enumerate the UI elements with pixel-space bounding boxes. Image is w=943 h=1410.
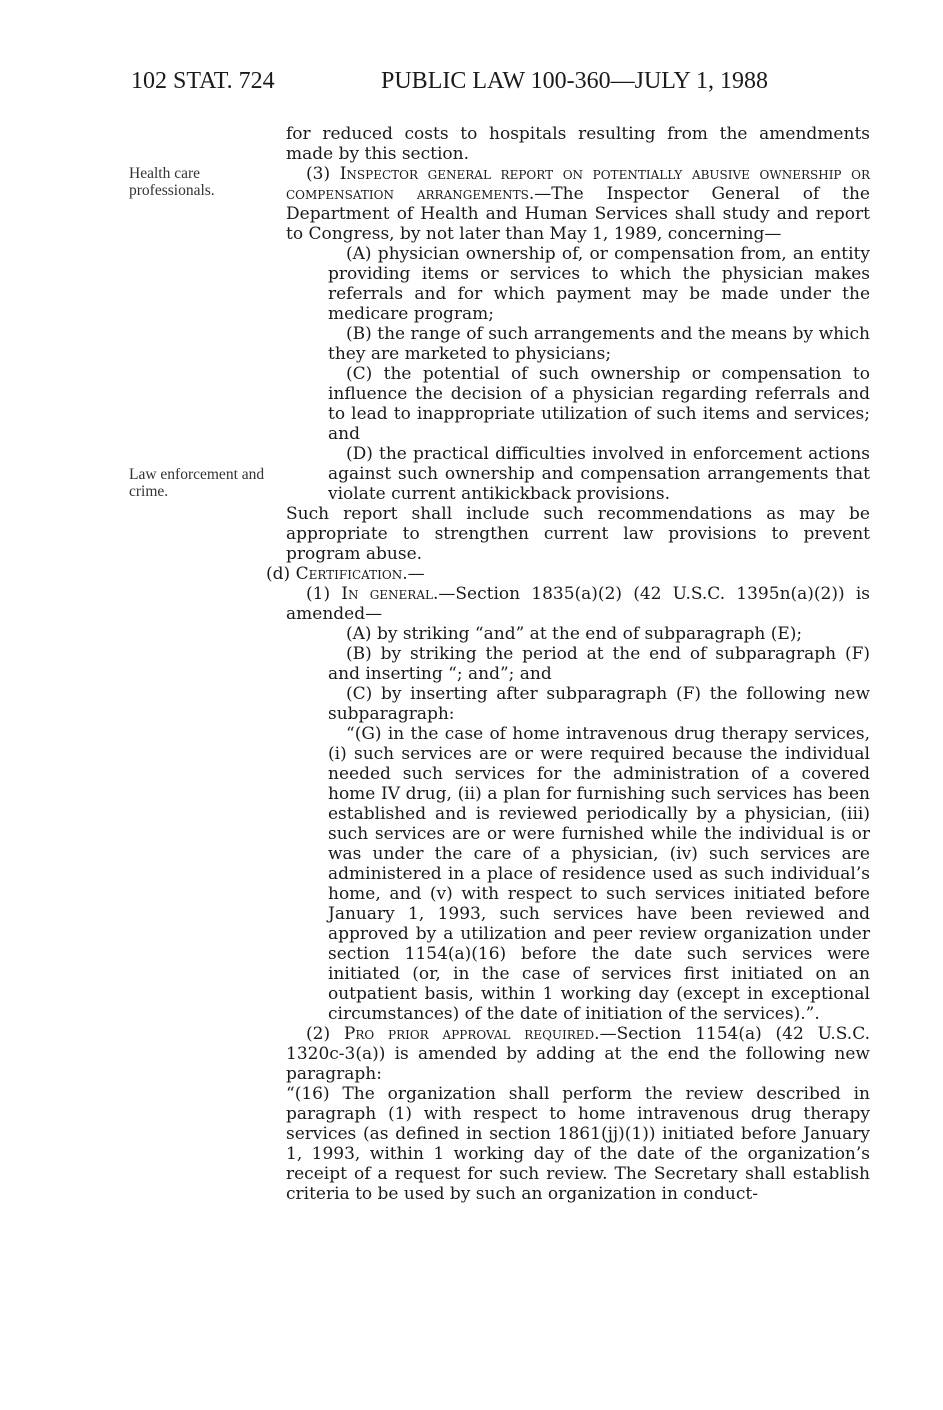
page-number: 102 STAT. 724 xyxy=(131,68,275,94)
paragraph: Such report shall include such recommendations as may be appropriate to strengthen current law provisions to prevent program abuse. xyxy=(286,504,870,564)
subparagraph-b: (B) the range of such arrangements and the means by which they are marketed to physicians; xyxy=(328,324,870,364)
paragraph-2-heading: (2) Pro prior approval required.—Section 1154(a) (42 U.S.C. 1320c-3(a)) is amended by adding at the end the following new paragraph: xyxy=(286,1024,871,1084)
margin-note-health-care: Health care professionals. xyxy=(129,165,215,199)
section-3-heading-paragraph: (3) Inspector general report on potentially abusive ownership or compensation arrangements.—The Inspector General of the Department of Health and Human Services shall study and report to Congress, by not later than May 1, 1989, concerning— xyxy=(286,164,870,244)
running-header: PUBLIC LAW 100-360—JULY 1, 1988 xyxy=(381,68,768,94)
subparagraph-c: (C) the potential of such ownership or compensation to influence the decision of a physician regarding referrals and to lead to inappropriate utilization of such items and services; and xyxy=(328,364,870,444)
amendment-b: (B) by striking the period at the end of subparagraph (F) and inserting “; and”; and xyxy=(328,644,870,684)
amendment-c: (C) by inserting after subparagraph (F) the following new subparagraph: xyxy=(328,684,870,724)
margin-note-law-enforcement: Law enforcement and crime. xyxy=(129,466,265,500)
subparagraph-a: (A) physician ownership of, or compensation from, an entity providing items or services to which the physician makes referrals and for which payment may be made under the medicare program; xyxy=(328,244,870,324)
subparagraph-d: (D) the practical difficulties involved in enforcement actions against such ownership and compensation arrangements that violate current antikickback provisions. xyxy=(328,444,870,504)
section-heading: Pro prior approval required. xyxy=(343,1024,600,1044)
paragraph-1-heading: (1) In general.—Section 1835(a)(2) (42 U.S.C. 1395n(a)(2)) is amended— xyxy=(286,584,870,624)
quoted-paragraph-16: “(16) The organization shall perform the review described in paragraph (1) with respect to home intravenous drug therapy services (as defined in section 1861(jj)(1)) initiated before January 1, 1993, within 1 working day of the date of the organization’s receipt of a request for such review. The Secretary shall establish criteria to be used by such an organization in conduct- xyxy=(286,1084,870,1204)
section-heading: Inspector general report on potentially abusive ownership or compensation arrangements. xyxy=(286,164,870,204)
quoted-subparagraph-g: “(G) in the case of home intravenous drug therapy services, (i) such services are or were required because the individual needed such services for the administration of a covered home IV drug, (ii) a plan for furnishing such services has been established and is reviewed periodically by a physician, (iii) such services are or were furnished while the individual is or was under the care of a physician, (iv) such services are administered in a place of residence used as such individual’s home, and (v) with respect to such services initiated before January 1, 1993, such services have been reviewed and approved by a utilization and peer review organization under section 1154(a)(16) before the date such services were initiated (or, in the case of services first initiated on an outpatient basis, within 1 working day (except in exceptional circumstances) of the date of initiation of the services).”. xyxy=(328,724,870,1024)
amendment-a: (A) by striking “and” at the end of subparagraph (E); xyxy=(346,624,803,644)
subsection-d-heading: (d) Certification.— xyxy=(266,564,425,584)
paragraph: for reduced costs to hospitals resulting from the amendments made by this section. xyxy=(286,124,870,164)
section-heading: In general. xyxy=(341,584,439,604)
statute-body xyxy=(266,124,871,1204)
section-heading: Certification. xyxy=(295,564,408,584)
